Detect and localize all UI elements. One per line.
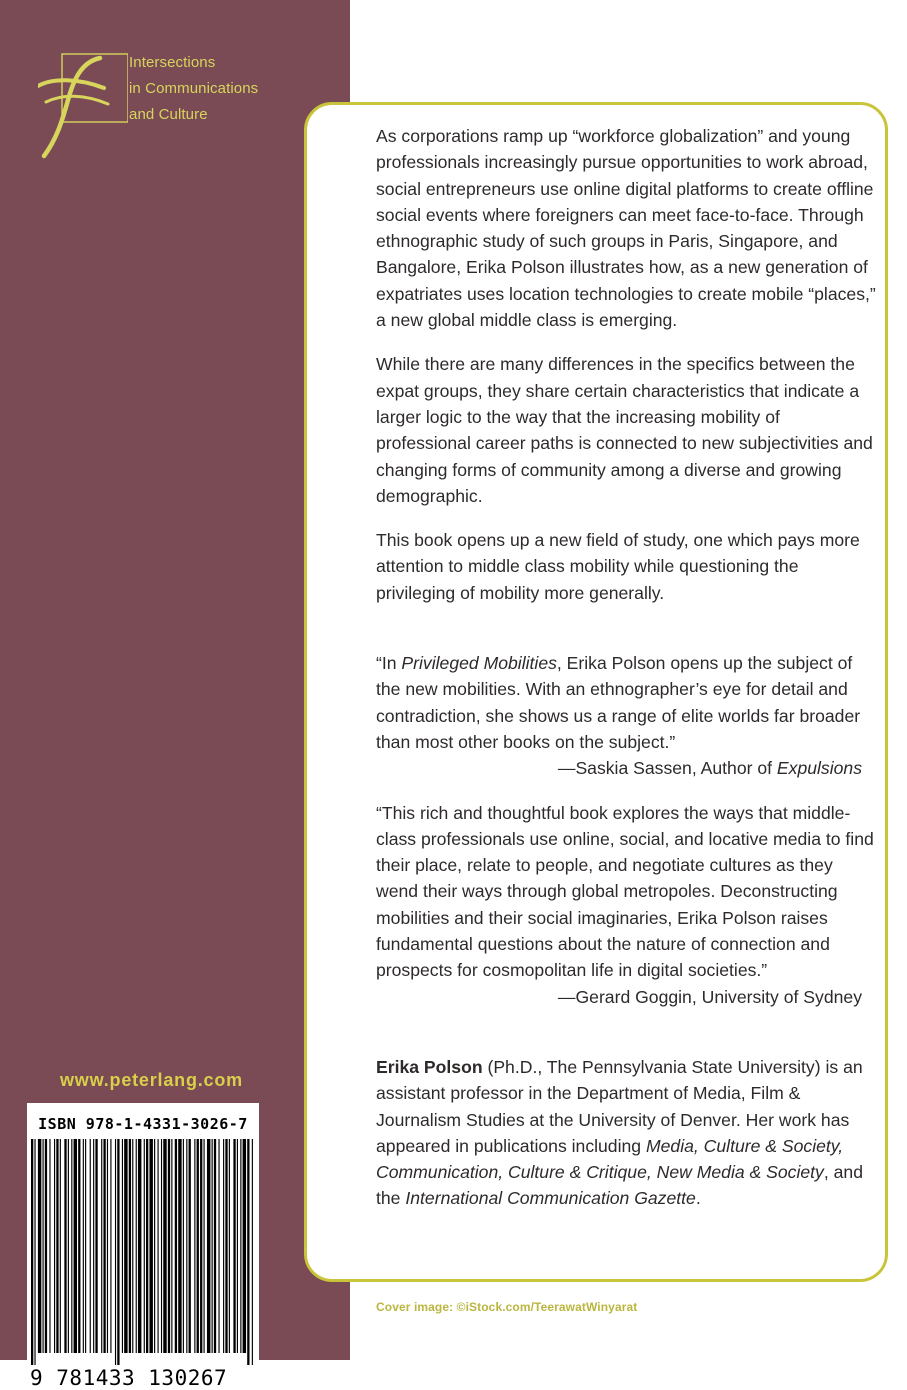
back-cover-sidebar [0, 0, 350, 1390]
barcode-bar [154, 1139, 155, 1353]
series-logo-icon [38, 48, 128, 160]
barcode-bar [161, 1139, 162, 1353]
barcode-bar [243, 1139, 246, 1353]
barcode-bar [237, 1139, 238, 1353]
quote-1-text: , Erika Polson opens up the subject of the new mobilities. With an ethnographer’s eye for detail and contradiction, she shows us a range of elite worlds far broader than most other books on the subject.” [376, 653, 861, 752]
author-bio-publications: Media, Culture & Society, Communication, Culture & Critique, New Media & Society [376, 1135, 844, 1183]
barcode-bar [56, 1139, 58, 1353]
quote-1-attribution-book: Expulsions [776, 758, 862, 779]
endorsement-quote-1 [376, 650, 876, 781]
barcode-bar [136, 1139, 137, 1353]
barcode-bar [68, 1139, 69, 1353]
barcode-bar [223, 1139, 224, 1353]
description-paragraph-3: This book opens up a new field of study, one which pays more attention to middle class mobility while questioning the privileging of mobility more generally. [376, 530, 860, 603]
description-paragraph-1: As corporations ramp up “workforce globalization” and young professionals increasingly pursue opportunities to work abroad, social entrepreneurs use online digital platforms to create offline social events where foreigners can meet face-to-face. Through ethnographic study of such groups in Paris, Singapore, and Bangalore, Erika Polson illustrates how, as a new generation of expatriates uses location technologies to create mobile “places,” a new global middle class is emerging. [376, 126, 876, 331]
barcode-bar [149, 1139, 152, 1353]
barcode-bar [90, 1139, 91, 1353]
barcode-bar [146, 1139, 148, 1353]
quote-1-attribution-name: —Saskia Sassen, Author of [557, 758, 777, 779]
barcode-bar [138, 1139, 141, 1353]
cover-image-credit: Cover image: ©iStock.com/TeerawatWinyarat [376, 1300, 638, 1314]
barcode-bar [171, 1139, 172, 1353]
barcode-bar [110, 1139, 111, 1353]
description-paragraph-2: While there are many differences in the specifics between the expat groups, they share certain characteristics that indicate a larger logic to the way that the increasing mobility of professional career paths is connected to new subjectivities and changing forms of community among a diverse and growing demographic. [376, 354, 873, 506]
barcode-bar [132, 1139, 133, 1353]
barcode-bar [45, 1139, 47, 1353]
barcode-bar [229, 1139, 230, 1353]
isbn-barcode-box [27, 1103, 259, 1390]
barcode-bar [83, 1139, 84, 1353]
barcode-bar [144, 1139, 145, 1353]
barcode-bar [115, 1139, 116, 1365]
quote-2-attribution: —Gerard Goggin, University of Sydney [557, 986, 862, 1007]
quote-1-book-title: Privileged Mobilities [401, 653, 557, 674]
author-bio-text-3: . [695, 1188, 701, 1209]
author-bio-text-1: (Ph.D., The Pennsylvania State University) is an assistant professor in the Department of Media, Film & Journalism Studies at the University of Denver. Her work has appeared in publications including [376, 1056, 863, 1156]
series-name-line-1: Intersections [129, 54, 216, 71]
author-bio-text-2: , and the [376, 1162, 863, 1209]
barcode-bar [175, 1139, 177, 1353]
barcode-bar [64, 1139, 66, 1353]
barcode-bar [168, 1139, 170, 1353]
barcode-bar [117, 1139, 119, 1365]
barcode-bar [218, 1139, 219, 1353]
barcode-bar [225, 1139, 227, 1353]
series-name-line-2: in Communications [129, 80, 259, 97]
barcode-bar [207, 1139, 210, 1353]
barcode-bar [101, 1139, 102, 1353]
isbn-label: ISBN 978-1-4331-3026-7 [38, 1115, 248, 1133]
barcode-bar [178, 1139, 181, 1353]
barcode-bar [49, 1139, 50, 1353]
barcode-bar [43, 1139, 44, 1353]
barcode-bar [240, 1139, 241, 1353]
barcode-bar [189, 1139, 191, 1353]
barcode-bar [163, 1139, 166, 1353]
barcode-bar [107, 1139, 108, 1353]
barcode-bar [194, 1139, 195, 1353]
barcode-bar [233, 1139, 235, 1353]
barcode-bar [78, 1139, 80, 1353]
barcode-bar [200, 1139, 202, 1353]
barcode-bar [247, 1139, 249, 1365]
barcode-bar [31, 1139, 33, 1365]
barcode-bar [103, 1139, 105, 1353]
series-name-line-3: and Culture [129, 106, 208, 123]
barcode-bar [85, 1139, 86, 1353]
barcode-bar [60, 1139, 61, 1353]
barcode-bar [186, 1139, 187, 1353]
author-name: Erika Polson [376, 1056, 483, 1077]
barcode-bar [183, 1139, 184, 1353]
barcode-bar [158, 1139, 159, 1353]
barcode-bar [129, 1139, 131, 1353]
barcode-bar [214, 1139, 216, 1353]
barcode-bar [204, 1139, 205, 1353]
barcode-digits: 9 781433 130267 [30, 1366, 228, 1390]
barcode-bar [95, 1139, 97, 1353]
barcode-bar [71, 1139, 72, 1353]
barcode-bar [38, 1139, 41, 1353]
author-bio-gazette: International Communication Gazette [405, 1188, 696, 1209]
barcode-bar [122, 1139, 123, 1353]
quote-1-attribution [376, 755, 876, 781]
barcode-bar [74, 1139, 77, 1353]
barcode-icon [31, 1139, 255, 1365]
quote-2-text: “This rich and thoughtful book explores the ways that middle-class professionals use online, social, and locative media to find their place, relate to people, and negotiate cultures as they wend their ways through global metropoles. Deconstructing mobilities and their social imaginaries, Erika Polson raises fundamental questions about the nature of connection and prospects for cosmopolitan life in digital societies.” [376, 802, 874, 981]
barcode-bar [124, 1139, 127, 1353]
publisher-website[interactable]: www.peterlang.com [60, 1070, 243, 1090]
barcode-bar [197, 1139, 199, 1353]
barcode-bar [212, 1139, 213, 1353]
barcode-bar [93, 1139, 94, 1353]
back-cover-text [376, 123, 876, 1212]
author-bio [376, 1054, 876, 1212]
quote-1-open: “In [376, 653, 402, 674]
barcode-bar [54, 1139, 55, 1353]
barcode-bar [34, 1139, 35, 1365]
barcode-bar [252, 1139, 253, 1365]
endorsement-quote-2 [376, 800, 876, 1010]
